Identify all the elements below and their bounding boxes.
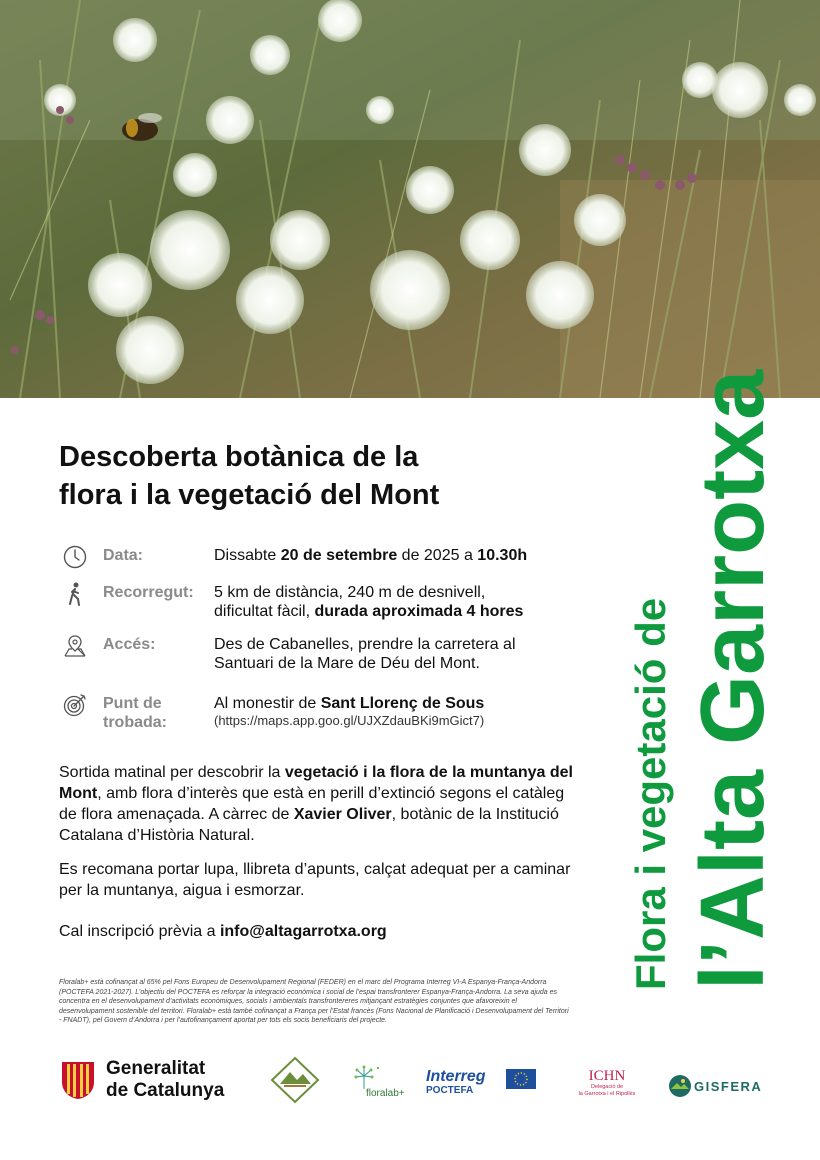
meeting-point-value: Al monestir de Sant Llorenç de Sous (https://maps.app.goo.gl/UJXZdauBKi9mGict7) [214, 694, 614, 729]
floralab-logo [352, 1064, 422, 1104]
vertical-title-line1: Flora i vegetació de [627, 597, 674, 990]
event-title-line2: flora i la vegetació del Mont [59, 479, 440, 511]
interreg-text: Interreg [426, 1068, 486, 1085]
generalitat-logo [60, 1058, 260, 1104]
generalitat-line1: Generalitat [106, 1058, 206, 1079]
ichn-sub1: Delegació de [590, 1084, 624, 1090]
registration-paragraph: Cal inscripció prèvia a info@altagarrotxa.org [59, 923, 387, 940]
clock-icon [62, 544, 88, 570]
ichn-title: ICHN [588, 1068, 626, 1084]
access-value: Des de Cabanelles, prendre la carretera al Santuari de la Mare de Déu del Mont. [214, 636, 516, 672]
floralab-text: floralab+ [366, 1088, 405, 1099]
vertical-title-line2: l’Alta Garrotxa [683, 369, 783, 990]
generalitat-line2: de Catalunya [106, 1080, 225, 1101]
consorci-logo [270, 1056, 320, 1104]
gisfera-globe-icon [668, 1074, 692, 1098]
interreg-logo [426, 1068, 536, 1100]
meeting-point-label: Punt de trobada: [103, 695, 167, 731]
map-pin-icon [62, 633, 88, 659]
ichn-sub2: la Garrotxa i el Ripollès [578, 1090, 636, 1097]
vertical-title-svg [598, 296, 788, 996]
gisfera-text: GISFERA [694, 1079, 763, 1094]
target-icon [62, 692, 88, 718]
date-value: Dissabte 20 de setembre de 2025 a 10.30h [214, 547, 528, 564]
access-label: Accés: [103, 636, 156, 653]
dandelion-icon [354, 1064, 384, 1090]
event-title [59, 438, 579, 514]
detail-row-route [62, 581, 622, 631]
detail-row-meeting-point [62, 692, 622, 742]
gisfera-logo [668, 1074, 768, 1098]
ichn-logo [572, 1068, 642, 1102]
funding-note: Floralab+ està cofinançat al 65% pel Fons Europeu de Desenvolupament Regional (FEDER) en el marc del Programa Interreg VI-A Espanya-França-Andorra (POCTEFA 2021-2027). L’objectiu del POCTEFA es reforçar la integració econòmica i social de l’espai transfronterer Espanya-França-Andorra. La seva ajuda es concentra en el desenvolupament d’activitats econòmiques, socials i ambientals transfrontereres mitjançant estratègies conjuntes que afavoreixin el desenvolupament sostenible del territori. Floralab+ està també cofinançat a França per l’Estat francès (Fons Nacional de Planificació i Desenvolupament del Territori - FNADT), pel Govern d’Andorra i per l’autofinançament aportat per tots els socis beneficiaris del projecte. [59, 979, 569, 1024]
detail-row-access [62, 633, 622, 683]
description-paragraph-2: Es recomana portar lupa, llibreta d’apunts, calçat adequat per a caminar per la muntanya, aigua i esmorzar. [59, 861, 571, 899]
eu-flag-icon [506, 1069, 536, 1089]
poctefa-text: POCTEFA [426, 1085, 474, 1096]
event-title-line1: Descoberta botànica de la [59, 441, 419, 473]
consorci-emblem-icon [270, 1056, 320, 1104]
registration-email[interactable]: info@altagarrotxa.org [219, 923, 387, 940]
logos-bar [0, 1050, 820, 1110]
route-label: Recorregut: [103, 584, 194, 601]
vertical-title [598, 296, 788, 996]
generalitat-emblem-icon [60, 1060, 96, 1100]
date-label: Data: [103, 547, 144, 564]
hiker-icon [62, 581, 88, 607]
description-paragraph-1: Sortida matinal per descobrir la vegetació i la flora de la muntanya del Mont, amb flora d’interès que està en perill d’extinció segons el catàleg de flora amenaçada. A càrrec de Xavier Oliver, botànic de la Institució Catalana d’Història Natural. [59, 764, 573, 844]
map-link[interactable]: (https://maps.app.goo.gl/UJXZdauBKi9mGict7) [214, 713, 485, 728]
route-value: 5 km de distància, 240 m de desnivell, dificultat fàcil, durada aproximada 4 hores [214, 584, 524, 620]
